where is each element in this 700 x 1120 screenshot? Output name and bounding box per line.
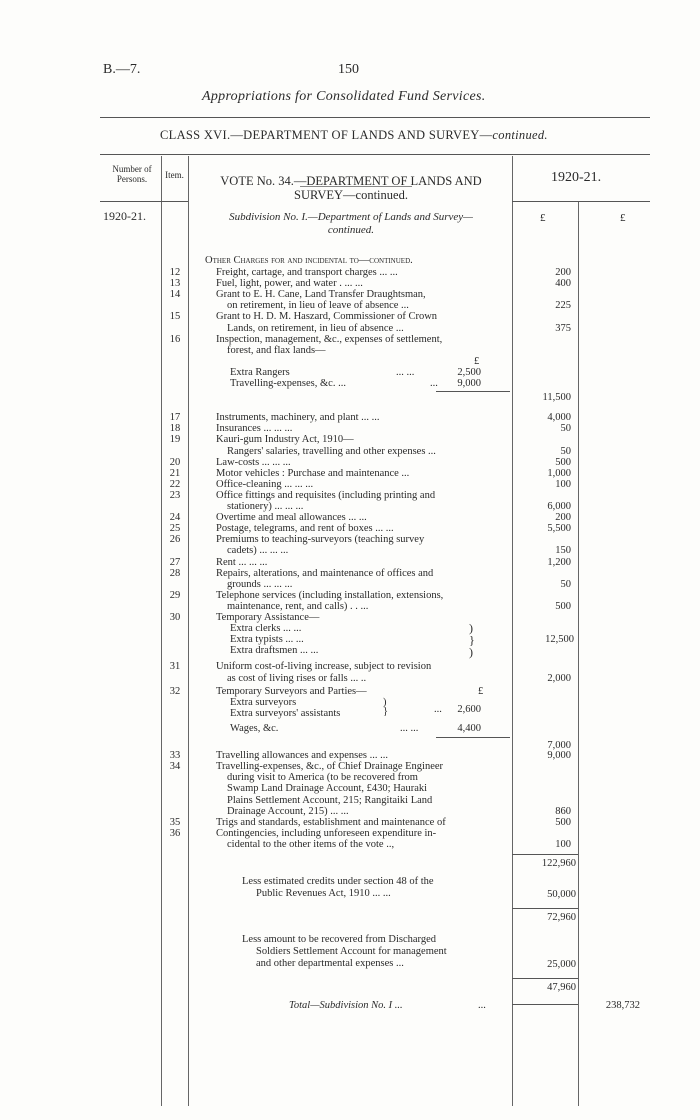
sub-item-description: Extra surveyors' assistants bbox=[230, 707, 341, 719]
item-description: Office-cleaning ... ... ... bbox=[216, 478, 314, 490]
item-number: 32 bbox=[169, 685, 181, 697]
col-divider-desc bbox=[512, 156, 513, 1106]
item-amount: 375 bbox=[555, 322, 571, 334]
item-description: Trigs and standards, establishment and maintenance of bbox=[216, 816, 446, 828]
item-number: 29 bbox=[169, 589, 181, 601]
deduction-text: Less estimated credits under section 48 of the bbox=[242, 876, 434, 887]
item-description: Premiums to teaching-surveyors (teaching survey bbox=[216, 534, 425, 546]
item-description: Contingencies, including unforeseen expenditure in- bbox=[216, 827, 437, 839]
item-number: 34 bbox=[169, 761, 181, 773]
pound-column-2: £ bbox=[620, 212, 626, 224]
item-description: Office fittings and requisites (including printing and bbox=[216, 489, 436, 501]
sub-item-description: Extra typists ... ... bbox=[230, 634, 304, 646]
item-number: 27 bbox=[169, 556, 181, 568]
item-description: Rent ... ... ... bbox=[216, 556, 268, 568]
item-amount: 200 bbox=[555, 512, 571, 524]
subtotal-rule bbox=[436, 391, 510, 392]
item-description: cadets) ... ... ... bbox=[227, 545, 289, 557]
item-amount: 6,000 bbox=[547, 501, 571, 512]
item-description: Kauri-gum Industry Act, 1910— bbox=[216, 434, 354, 446]
col-divider-amount bbox=[578, 201, 579, 1106]
item-number: 16 bbox=[169, 333, 181, 345]
item-number: 36 bbox=[169, 827, 181, 839]
item-description: Uniform cost-of-living increase, subject to revision bbox=[216, 661, 432, 673]
brace: ) bbox=[469, 645, 473, 660]
item-description: Motor vehicles : Purchase and maintenance ... bbox=[216, 467, 410, 479]
item-number: 22 bbox=[169, 478, 181, 490]
item-amount: 50 bbox=[560, 423, 571, 435]
item-description: Grant to H. D. M. Haszard, Commissioner of Crown bbox=[216, 311, 438, 323]
item-description: stationery) ... ... ... bbox=[227, 501, 304, 512]
deduction-text: Public Revenues Act, 1910 ... ... bbox=[256, 888, 391, 900]
item-description: Drainage Account, 215) ... ... bbox=[227, 805, 349, 817]
section-heading: Other Charges for and incidental to—continued. bbox=[205, 255, 413, 266]
item-number: 30 bbox=[169, 612, 181, 623]
grand-total-label: Total—Subdivision No. I ... bbox=[289, 999, 403, 1011]
sub-item-description: Extra clerks ... ... bbox=[230, 623, 302, 635]
pound-sign: £ bbox=[474, 355, 480, 367]
item-number: 20 bbox=[169, 456, 181, 468]
item-number: 28 bbox=[169, 567, 181, 579]
grand-total-rule bbox=[512, 1004, 578, 1005]
item-number: 14 bbox=[169, 289, 181, 301]
item-number: 35 bbox=[169, 816, 181, 828]
item-description: Telephone services (including installation, extensions, bbox=[216, 589, 444, 601]
deduction-text: Less amount to be recovered from Discharged bbox=[242, 934, 436, 946]
item-amount: 9,000 bbox=[547, 750, 571, 762]
deduction-text: and other departmental expenses ... bbox=[256, 958, 404, 970]
subtotal-amount: 11,500 bbox=[542, 392, 571, 404]
item-description: Lands, on retirement, in lieu of absence ... bbox=[227, 322, 404, 334]
header-rule bbox=[100, 117, 650, 118]
class-heading bbox=[160, 128, 548, 143]
item-description: on retirement, in lieu of leave of absence ... bbox=[227, 300, 409, 312]
item-amount: 225 bbox=[555, 300, 571, 312]
item-amount: 5,500 bbox=[547, 523, 571, 535]
item-description: Temporary Assistance— bbox=[216, 612, 320, 623]
item-number: 25 bbox=[169, 523, 181, 535]
item-amount: 500 bbox=[555, 456, 571, 468]
col-divider-item bbox=[188, 156, 189, 1106]
item-number: 24 bbox=[169, 512, 181, 524]
item-amount: 1,000 bbox=[547, 467, 571, 479]
item-number: 23 bbox=[169, 489, 181, 501]
item-number: 19 bbox=[169, 434, 181, 446]
dots: ... ... bbox=[396, 366, 415, 378]
item-amount: 150 bbox=[555, 545, 571, 557]
page-number: 150 bbox=[338, 62, 359, 77]
brace: ) bbox=[383, 696, 387, 708]
item-description: Instruments, machinery, and plant ... ... bbox=[216, 412, 380, 424]
item-number: 26 bbox=[169, 534, 181, 546]
deduction-amount: 25,000 bbox=[547, 959, 576, 971]
item-amount: 50 bbox=[560, 445, 571, 457]
item-amount: 12,500 bbox=[545, 634, 574, 646]
persons-header-rule bbox=[100, 201, 188, 202]
sub-item-amount: 2,500 bbox=[457, 366, 481, 378]
sub-item-description: Extra surveyors bbox=[230, 696, 297, 708]
item-amount: 100 bbox=[555, 838, 571, 850]
sub-item-description: Wages, &c. bbox=[230, 722, 279, 734]
item-amount: 1,200 bbox=[547, 556, 571, 568]
item-description: forest, and flax lands— bbox=[227, 344, 326, 356]
item-number: 13 bbox=[169, 278, 181, 290]
item-number: 15 bbox=[169, 311, 181, 323]
item-description: Swamp Land Drainage Account, £430; Hauraki bbox=[227, 783, 428, 795]
table-top-rule bbox=[100, 154, 650, 155]
sub-item-description: Travelling-expenses, &c. ... bbox=[230, 378, 346, 389]
item-amount: 100 bbox=[555, 478, 571, 490]
persons-column-header: Number of Persons. bbox=[112, 164, 152, 184]
item-number: 17 bbox=[169, 412, 181, 424]
item-number: 31 bbox=[169, 661, 181, 673]
class-heading-main: CLASS XVI.—DEPARTMENT OF LANDS AND SURVEY— bbox=[160, 128, 493, 142]
total-rule bbox=[512, 978, 578, 979]
deduction-amount: 50,000 bbox=[547, 889, 576, 901]
sub-item-amount: 2,600 bbox=[457, 703, 481, 715]
persons-year: 1920-21. bbox=[103, 209, 146, 223]
item-description: grounds ... ... ... bbox=[227, 578, 293, 590]
pound-column-1: £ bbox=[540, 212, 546, 224]
item-amount: 50 bbox=[560, 578, 571, 590]
class-heading-cont: continued. bbox=[492, 128, 548, 142]
item-description: during visit to America (to be recovered from bbox=[227, 772, 418, 784]
running-total: 122,960 bbox=[541, 858, 576, 869]
item-description: Overtime and meal allowances ... ... bbox=[216, 512, 367, 524]
sub-item-amount: 9,000 bbox=[457, 378, 481, 389]
item-amount: 2,000 bbox=[547, 672, 571, 684]
item-number: 12 bbox=[169, 267, 181, 278]
item-description: Repairs, alterations, and maintenance of offices and bbox=[216, 567, 434, 579]
item-description: Travelling-expenses, &c., of Chief Drainage Engineer bbox=[216, 761, 444, 773]
running-total: 47,960 bbox=[547, 981, 576, 993]
item-number: 21 bbox=[169, 467, 181, 479]
item-description: as cost of living rises or falls ... .. bbox=[227, 672, 367, 684]
vote-title-line2: SURVEY—continued. bbox=[294, 188, 408, 202]
grand-total-amount: 238,732 bbox=[605, 999, 640, 1011]
sub-item-amount: 4,400 bbox=[457, 722, 481, 734]
item-column-header: Item. bbox=[165, 170, 184, 180]
item-description: Postage, telegrams, and rent of boxes ... ... bbox=[216, 523, 394, 535]
dots: ... bbox=[434, 703, 442, 715]
subtotal-amount: 7,000 bbox=[547, 740, 571, 751]
item-description: Plains Settlement Account, 215; Rangitaiki Land bbox=[227, 794, 433, 806]
item-description: Freight, cartage, and transport charges ... ... bbox=[216, 267, 398, 278]
sub-item-description: Extra draftsmen ... ... bbox=[230, 645, 319, 657]
total-rule bbox=[512, 854, 578, 855]
vote-title-line1: VOTE No. 34.—DEPARTMENT OF LANDS AND bbox=[220, 174, 482, 188]
item-description: Fuel, light, power, and water . ... ... bbox=[216, 278, 363, 290]
item-description: Grant to E. H. Cane, Land Transfer Draughtsman, bbox=[216, 289, 426, 301]
item-amount: 500 bbox=[555, 600, 571, 612]
item-amount: 500 bbox=[555, 816, 571, 828]
dots: ... ... bbox=[400, 722, 419, 734]
item-description: Temporary Surveyors and Parties— bbox=[216, 685, 367, 697]
year-header-rule bbox=[512, 201, 650, 202]
document-code: B.—7. bbox=[103, 62, 141, 77]
deduction-text: Soldiers Settlement Account for management bbox=[256, 946, 447, 958]
brace: } bbox=[383, 705, 389, 717]
item-amount: 4,000 bbox=[547, 412, 571, 424]
subdivision-title-cont: continued. bbox=[327, 224, 375, 236]
item-number: 18 bbox=[169, 423, 181, 435]
item-amount: 860 bbox=[555, 805, 571, 817]
year-column-header: 1920-21. bbox=[551, 170, 602, 185]
subdivision-title: Subdivision No. I.—Department of Lands and Survey— bbox=[229, 211, 473, 223]
page-title: Appropriations for Consolidated Fund Services. bbox=[202, 89, 486, 104]
item-description: Inspection, management, &c., expenses of settlement, bbox=[216, 333, 443, 345]
item-description: cidental to the other items of the vote .., bbox=[227, 838, 395, 850]
brace: } bbox=[469, 633, 475, 648]
sub-item-description: Extra Rangers bbox=[230, 366, 290, 378]
item-description: Travelling allowances and expenses ... ... bbox=[216, 750, 388, 762]
item-number: 33 bbox=[169, 750, 181, 762]
item-description: Insurances ... ... ... bbox=[216, 423, 293, 435]
dots: ... bbox=[430, 378, 438, 389]
pound-sign: £ bbox=[478, 685, 484, 697]
item-description: maintenance, rent, and calls) . . ... bbox=[227, 600, 369, 612]
item-description: Rangers' salaries, travelling and other expenses ... bbox=[227, 445, 436, 457]
item-description: Law-costs ... ... ... bbox=[216, 456, 291, 468]
running-total: 72,960 bbox=[547, 912, 576, 924]
dots: ... bbox=[478, 999, 486, 1011]
item-amount: 400 bbox=[555, 278, 571, 290]
brace: ) bbox=[469, 621, 473, 636]
subtotal-rule bbox=[436, 737, 510, 738]
item-amount: 200 bbox=[555, 267, 571, 278]
total-rule bbox=[512, 908, 578, 909]
